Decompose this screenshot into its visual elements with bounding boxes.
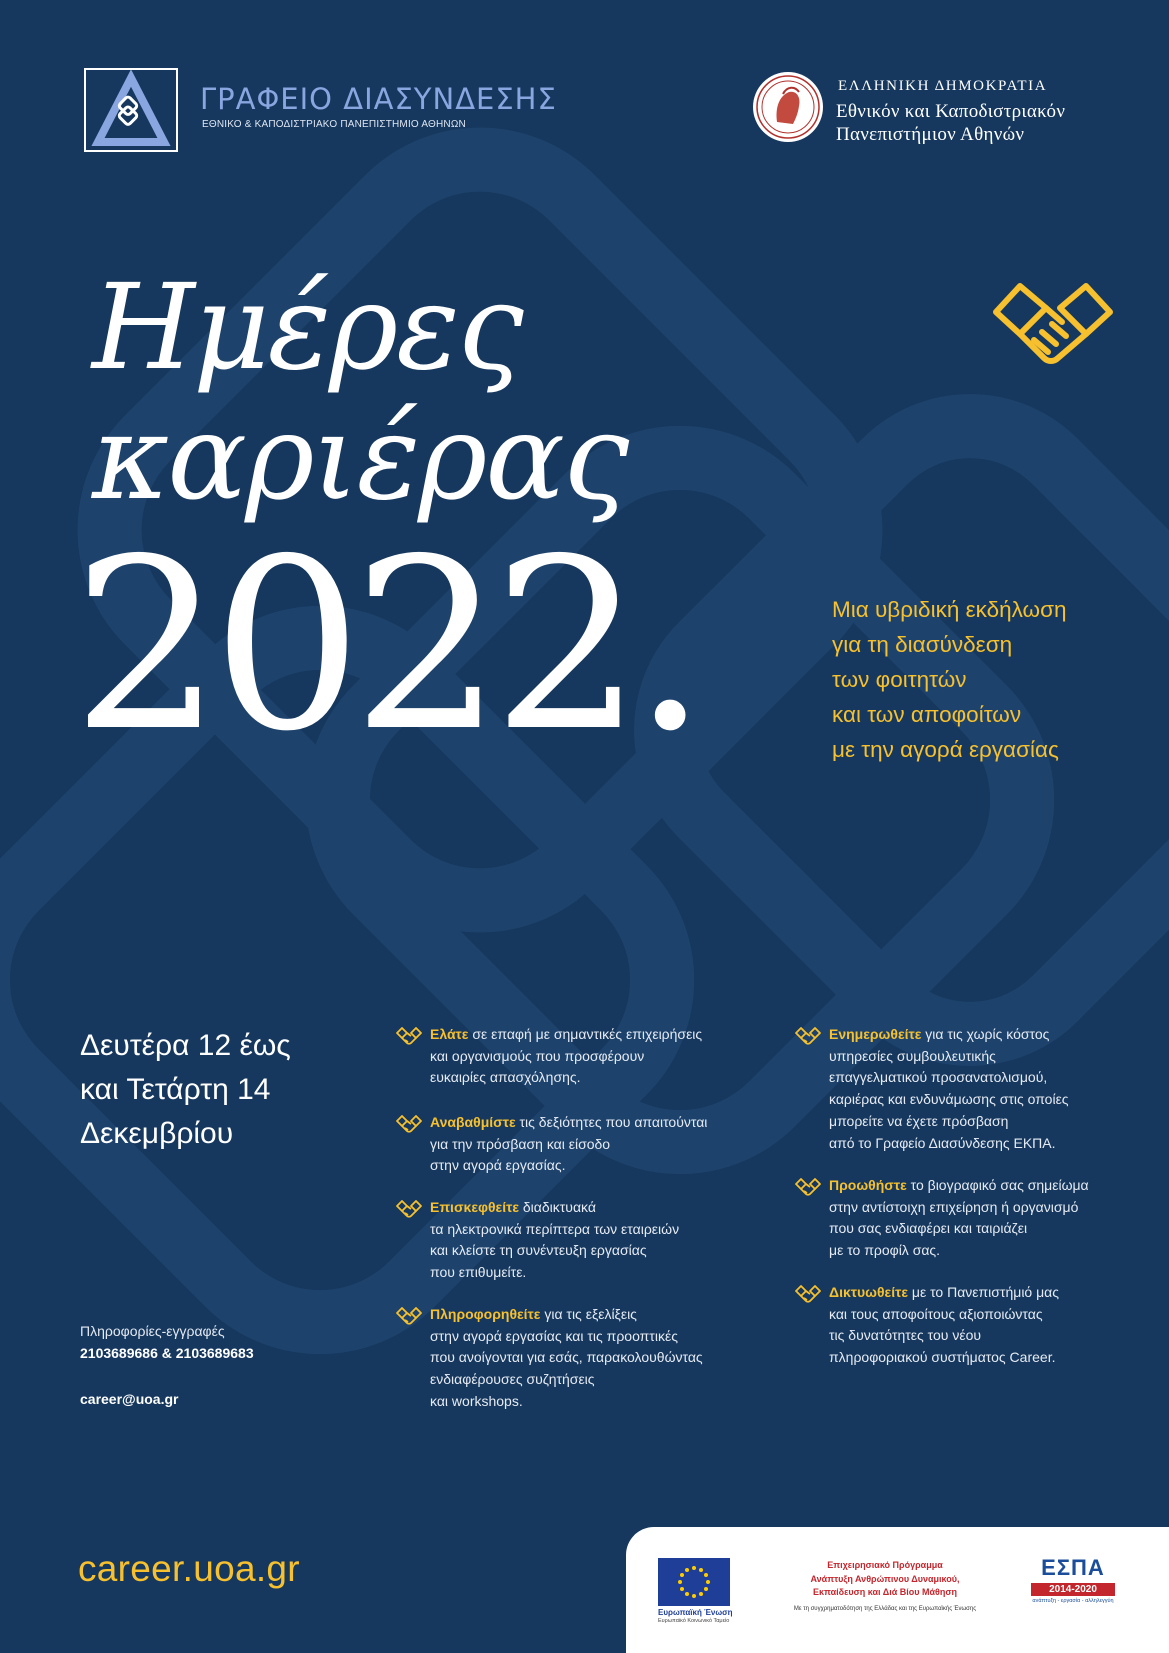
benefit-text: στην αγορά εργασίας. [430,1157,566,1174]
benefit-text: σε επαφή με σημαντικές επιχειρήσεις [468,1026,703,1042]
benefit-keyword: Επισκεφθείτε [430,1199,519,1215]
tagline [832,592,1152,767]
phone-numbers[interactable]: 2103689686 & 2103689683 [80,1345,254,1361]
benefit-text: τις δεξιότητες που απαιτούνται [515,1114,708,1130]
handshake-icon [795,1285,821,1303]
espa-years: 2014-2020 [1031,1583,1115,1596]
benefit-text: και οργανισμούς που προσφέρουν [430,1047,645,1064]
benefit-keyword: Ενημερωθείτε [829,1026,922,1042]
eu-label: Ευρωπαϊκή Ένωση [658,1608,733,1617]
benefit-item [430,1304,775,1413]
benefit-item [430,1112,775,1177]
benefit-text: το βιογραφικό σας σημείωμα [906,1177,1089,1193]
espa-tagline: ανάπτυξη - εργασία - αλληλεγγύη [1032,1598,1114,1604]
eu-sublabel: Ευρωπαϊκό Κοινωνικό Ταμείο [658,1618,730,1624]
benefit-keyword: Ελάτε [430,1026,469,1042]
benefit-text: διαδικτυακά [518,1199,596,1215]
benefit-text: για τις εξελίξεις [540,1306,637,1322]
handshake-icon [396,1307,422,1325]
benefit-item [430,1024,775,1089]
event-dates [80,1024,291,1156]
program-line2: Ανάπτυξη Ανθρώπινου Δυναμικού, [810,1574,960,1584]
dates-line: Δευτέρα 12 έως [80,1029,291,1062]
tagline-line: για τη διασύνδεση [832,632,1013,657]
university-name-line1: Εθνικόν και Καποδιστριακόν [836,101,1066,122]
benefit-text: από το Γραφείο Διασύνδεσης ΕΚΠΑ. [829,1134,1056,1151]
benefit-keyword: Πληροφορηθείτε [430,1306,541,1322]
title-line1: Ημέρες [92,258,522,396]
title-line2: καριέρας [92,388,628,526]
handshake-icon [396,1200,422,1218]
benefit-keyword: Προωθήστε [829,1177,907,1193]
benefit-text: στην αγορά εργασίας και τις προοπτικές [430,1327,678,1344]
dates-line: Δεκεμβρίου [80,1117,234,1150]
program-line1: Επιχειρησιακό Πρόγραμμα [827,1560,943,1570]
benefit-text: στην αντίστοιχη επιχείρηση ή οργανισμό [829,1198,1079,1215]
university-seal-icon [753,72,823,142]
benefit-text: ευκαιρίες απασχόλησης. [430,1069,581,1086]
office-logo-icon [86,70,176,150]
cofunding-note: Με τη συγχρηματοδότηση της Ελλάδας και της Ευρωπαϊκής Ένωσης [793,1606,977,1612]
handshake-icon [795,1178,821,1196]
handshake-icon [396,1027,422,1045]
benefit-item [829,1024,1169,1154]
benefit-text: ενδιαφέρουσες συζητήσεις [430,1371,595,1388]
benefit-text: μπορείτε να έχετε πρόσβαση [829,1112,1009,1129]
espa-title: ΕΣΠΑ [1041,1555,1105,1580]
benefit-keyword: Αναβαθμίστε [430,1114,516,1130]
dates-line: και Τετάρτη 14 [80,1073,271,1106]
university-top-label: ΕΛΛΗΝΙΚΗ ΔΗΜΟΚΡΑΤΙΑ [838,78,1048,94]
university-name-line2: Πανεπιστήμιον Αθηνών [836,124,1025,145]
office-subtitle: ΕΘΝΙΚΟ & ΚΑΠΟΔΙΣΤΡΙΑΚΟ ΠΑΝΕΠΙΣΤΗΜΙΟ ΑΘΗΝΩΝ [202,119,466,130]
benefit-text: τις δυνατότητες του νέου [829,1327,982,1344]
title-year: 2022. [72,508,698,783]
benefit-text: με το προφίλ σας. [829,1242,941,1259]
tagline-line: Μια υβριδική εκδήλωση [832,597,1067,622]
benefit-item [430,1197,775,1284]
website-link[interactable]: career.uoa.gr [78,1548,300,1589]
eu-flag-icon [658,1558,730,1606]
benefit-text: για τις χωρίς κόστος [921,1026,1050,1042]
office-logo [84,68,178,152]
program-line3: Εκπαίδευση και Διά Βίου Μάθηση [812,1587,958,1597]
handshake-icon [396,1115,422,1133]
benefit-text: και κλείστε τη συνέντευξη εργασίας [430,1242,647,1259]
tagline-line: και των αποφοίτων [832,702,1022,727]
benefit-item [829,1175,1169,1262]
benefit-text: για την πρόσβαση και είσοδο [430,1135,611,1152]
benefit-text: και τους αποφοίτους αξιοποιώντας [829,1305,1043,1322]
benefit-text: και workshops. [430,1392,523,1409]
tagline-line: με την αγορά εργασίας [832,737,1059,762]
benefit-text: με το Πανεπιστήμιό μας [907,1284,1060,1300]
espa-logo [1031,1555,1115,1604]
benefit-text: καριέρας και ενδυνάμωσης στις οποίες [829,1091,1069,1108]
benefit-item [829,1282,1169,1369]
benefit-text: επαγγελματικού προσανατολισμού, [829,1069,1048,1086]
office-name: ΓΡΑΦΕΙΟ ΔΙΑΣΥΝΔΕΣΗΣ [200,82,557,116]
tagline-line: των φοιτητών [832,667,967,692]
benefit-text: που επιθυμείτε. [430,1264,527,1281]
email-link[interactable]: career@uoa.gr [80,1391,179,1407]
benefit-text: υπηρεσίες συμβουλευτικής [829,1047,996,1064]
benefit-text: τα ηλεκτρονικά περίπτερα των εταιρειών [430,1220,680,1237]
info-label: Πληροφορίες-εγγραφές [80,1323,225,1339]
benefit-keyword: Δικτυωθείτε [829,1284,908,1300]
benefit-text: που ανοίγονται για εσάς, παρακολουθώντας [430,1349,703,1366]
benefit-text: πληροφοριακού συστήματος Career. [829,1349,1056,1366]
benefit-text: που σας ενδιαφέρει και ταιριάζει [829,1220,1028,1237]
handshake-icon [795,1027,821,1045]
handshake-icon [990,278,1116,374]
